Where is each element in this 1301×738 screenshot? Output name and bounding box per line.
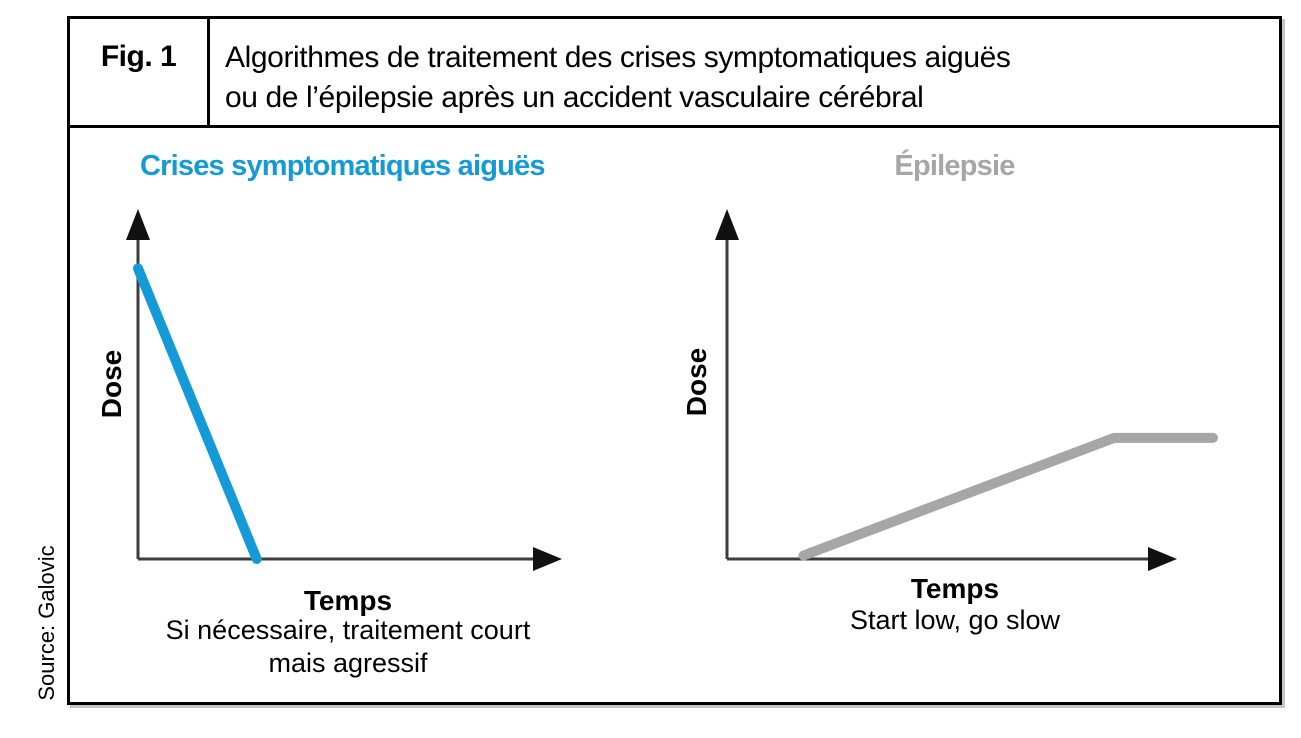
y-axis-arrow-icon — [126, 209, 150, 240]
data-line — [804, 438, 1214, 556]
chart-epilepsy — [630, 128, 1279, 705]
chart-caption — [705, 604, 1205, 637]
caption-line-1: Si nécessaire, traitement court — [165, 615, 531, 645]
x-axis-arrow-icon — [1148, 547, 1177, 571]
figure-label-cell — [70, 19, 210, 125]
figure-box — [67, 16, 1282, 705]
y-axis-label: Dose — [96, 349, 127, 419]
figure-header — [70, 19, 1279, 128]
chart-acute-symptomatic-seizures — [70, 128, 630, 705]
figure-body — [70, 128, 1279, 705]
plot-epilepsy — [630, 188, 1280, 578]
y-axis-arrow-icon — [715, 209, 739, 240]
x-axis-label: Temps — [910, 573, 1000, 604]
figure-label: Fig. 1 — [100, 40, 177, 73]
chart-title: Épilepsie — [894, 150, 1015, 182]
caption-line-1: Start low, go slow — [849, 605, 1061, 635]
plot-acute — [70, 188, 590, 578]
x-axis-arrow-icon — [533, 547, 562, 571]
figure-title-line-2: ou de l’épilepsie après un accident vasculaire cérébral — [225, 81, 924, 114]
figure-title-line-1: Algorithmes de traitement des crises symptomatiques aiguës — [225, 41, 1011, 74]
y-axis-label: Dose — [681, 347, 712, 417]
source-credit: Source: Galovic — [34, 545, 59, 701]
chart-caption — [98, 614, 598, 680]
chart-title: Crises symptomatiques aiguës — [140, 150, 545, 182]
caption-line-2: mais agressif — [268, 648, 428, 678]
x-axis-label: Temps — [303, 585, 393, 616]
figure-title-cell — [210, 19, 1279, 125]
data-line — [138, 268, 257, 559]
